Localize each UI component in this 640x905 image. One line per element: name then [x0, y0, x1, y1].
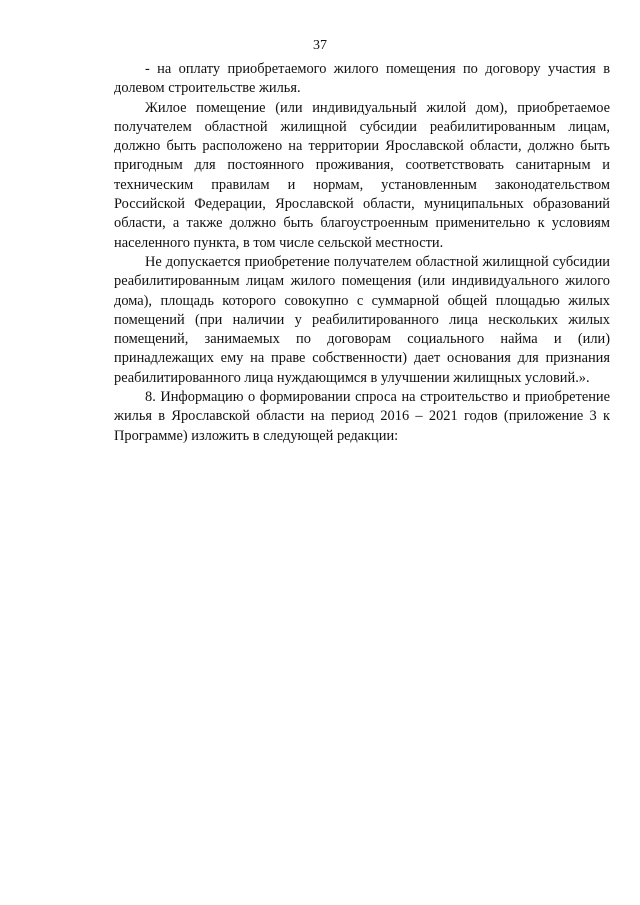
- paragraph-housing-requirements: Жилое помещение (или индивидуальный жилой дом), приобретаемое получателем областной жилищной субсидии реабилитированным лицам, должно быть расположено на территории Ярославской области, должно быть пригодным для постоянного проживания, соответствовать санитарным и техническим правилам и нормам, установленным законодательством Российской Федерации, Ярославской области, муниципальных образований области, а также должно быть благоустроенным применительно к условиям населенного пункта, в том числе сельской местности.: [114, 99, 610, 251]
- page-number: 37: [313, 38, 327, 53]
- paragraph-payment-clause: - на оплату приобретаемого жилого помещения по договору участия в долевом строительстве жилья.: [114, 61, 610, 97]
- document-body: [114, 60, 610, 446]
- paragraph-item-8: 8. Информацию о формировании спроса на строительство и приобретение жилья в Ярославской области на период 2016 – 2021 годов (приложение 3 к Программе) изложить в следующей редакции:: [114, 389, 610, 444]
- paragraph-area-restriction: Не допускается приобретение получателем областной жилищной субсидии реабилитированным лицам жилого помещения (или индивидуального жилого дома), площадь которого совокупно с суммарной общей площадью жилых помещений (при наличии у реабилитированного лица нескольких жилых помещений, занимаемых по договорам социального найма и (или) принадлежащих ему на праве собственности) дает основания для признания реабилитированного лица нуждающимся в улучшении жилищных условий.».: [114, 253, 610, 386]
